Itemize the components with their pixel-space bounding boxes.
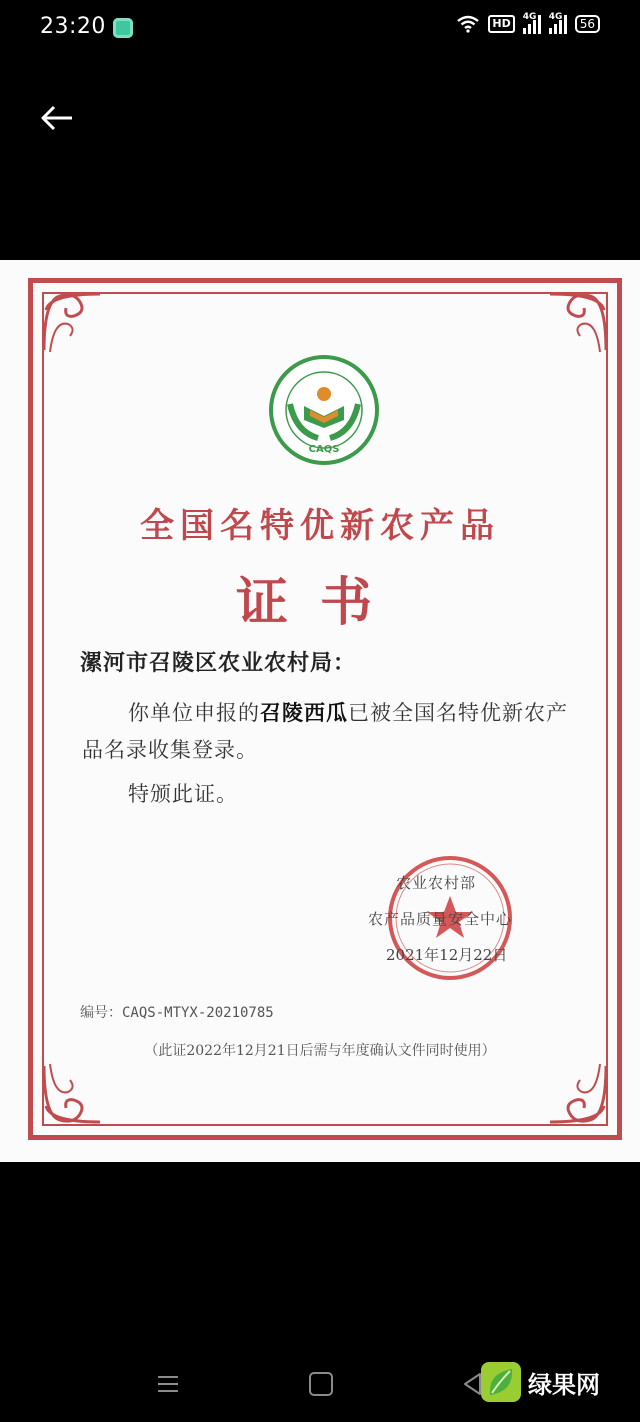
caqs-logo-icon — [268, 354, 380, 466]
certificate-heading: 证书 — [235, 572, 404, 633]
corner-ornament-bottom-left — [40, 1060, 106, 1126]
body-suffix: 已被全国名特优新农产品名录收集登录。 — [82, 701, 568, 762]
nav-back-button[interactable] — [462, 1372, 482, 1396]
corner-ornament-top-left — [40, 290, 106, 356]
certificate-body — [82, 694, 572, 769]
corner-ornament-top-right — [544, 290, 610, 356]
certificate-closing: 特颁此证。 — [128, 782, 238, 806]
watermark — [480, 1356, 640, 1408]
corner-ornament-bottom-right — [544, 1060, 610, 1126]
certificate-serial: 编号：CAQS-MTYX-20210785 — [80, 1005, 274, 1021]
status-bar — [0, 0, 640, 58]
certificate-addressee: 漯河市召陵区农业农村局： — [80, 650, 357, 676]
status-time: 23:20 — [40, 14, 106, 39]
app-notification-icon — [113, 18, 133, 38]
status-icons — [456, 14, 600, 34]
back-arrow-icon[interactable] — [40, 103, 74, 133]
signal-1-label: 4G — [522, 12, 537, 22]
certificate-image[interactable] — [0, 260, 640, 1162]
hd-badge: HD — [488, 15, 514, 33]
watermark-text: 绿果网 — [528, 1370, 600, 1399]
certificate-title: 全国名特优新农产品 — [140, 506, 500, 546]
home-button[interactable] — [309, 1372, 333, 1396]
recent-apps-button[interactable] — [156, 1372, 180, 1396]
issuer-name: 农业农村部 — [396, 874, 477, 892]
issuer-center: 农产品质量安全中心 — [368, 910, 513, 928]
certificate-note: （此证2022年12月21日后需与年度确认文件同时使用） — [144, 1043, 496, 1059]
logo-caqs-text: CAQS — [308, 444, 340, 455]
issue-date: 2021年12月22日 — [386, 946, 508, 964]
body-prefix: 你单位申报的 — [128, 701, 260, 725]
signal-2-label: 4G — [548, 12, 563, 22]
signal-2-icon — [549, 14, 567, 34]
wifi-icon — [456, 15, 480, 33]
leaf-logo-icon — [480, 1361, 522, 1403]
battery-indicator: 56 — [575, 15, 600, 33]
signal-1-icon — [523, 14, 541, 34]
product-name: 召陵西瓜 — [260, 700, 348, 725]
